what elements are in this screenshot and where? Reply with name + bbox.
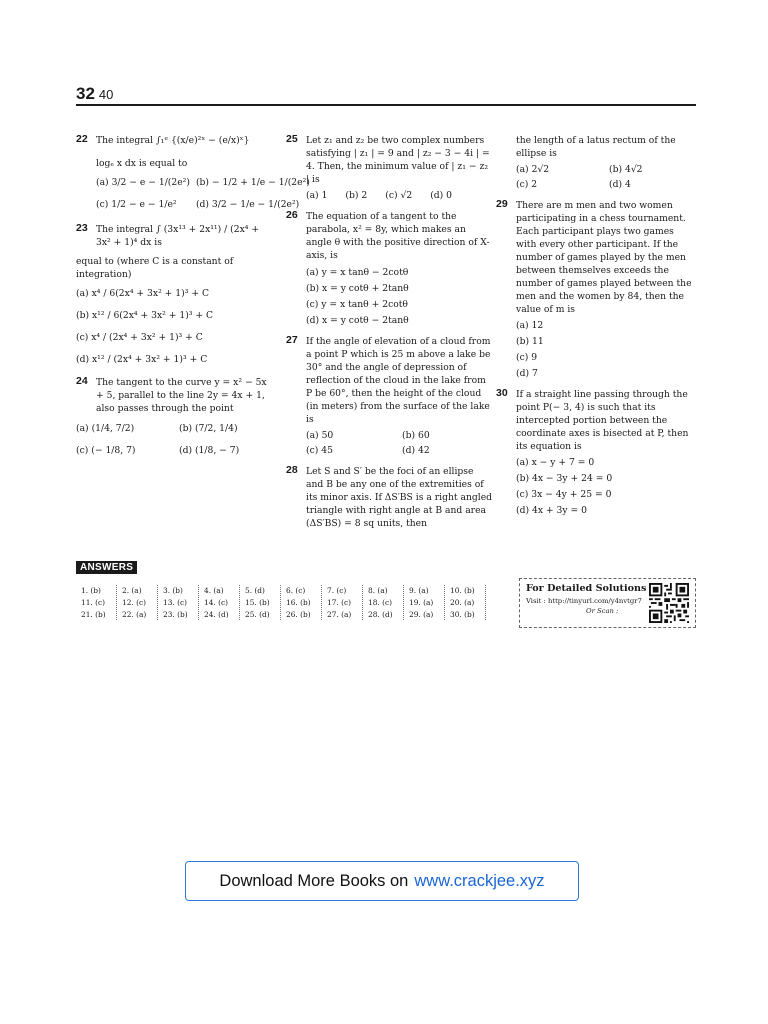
header-rule xyxy=(76,104,696,106)
option-d: (d) 7 xyxy=(516,368,538,379)
question-number: 23 xyxy=(76,222,88,234)
answers-grid xyxy=(76,585,486,620)
answer-cell: 25. (d) xyxy=(240,609,281,620)
answer-cell: 11. (c) xyxy=(76,597,117,608)
question-23 xyxy=(76,223,276,249)
page-subnumber: 40 xyxy=(98,87,114,102)
question-number: 26 xyxy=(286,209,298,221)
question-text: The tangent to the curve y = x² − 5x + 5, parallel to the line 2y = 4x + 1, also passes through the point xyxy=(96,377,267,414)
crackjee-link[interactable]: www.crackjee.xyz xyxy=(414,871,545,890)
answer-cell: 12. (c) xyxy=(117,597,158,608)
option-d: (d) 0 xyxy=(430,190,453,201)
option-a: (a) 12 xyxy=(516,320,544,331)
option-b: (b) 11 xyxy=(516,336,544,347)
answer-cell: 3. (b) xyxy=(158,585,199,596)
answer-cell: 30. (b) xyxy=(445,609,486,620)
answer-cell: 27. (a) xyxy=(322,609,363,620)
column-middle xyxy=(286,134,492,538)
answer-cell: 5. (d) xyxy=(240,585,281,596)
question-number: 27 xyxy=(286,334,298,346)
question-number: 24 xyxy=(76,375,88,387)
download-text: Download More Books on xyxy=(219,871,409,890)
option-d: (d) (1/8, − 7) xyxy=(179,445,240,456)
option-c: (c) (− 1/8, 7) xyxy=(76,445,136,456)
question-number: 25 xyxy=(286,133,298,145)
option-b: (b) 2 xyxy=(345,190,368,201)
question-text-cont: logₑ x dx is equal to xyxy=(96,158,188,169)
answer-cell: 4. (a) xyxy=(199,585,240,596)
option-d: (d) x¹² / (2x⁴ + 3x² + 1)³ + C xyxy=(76,354,208,365)
question-text: The integral ∫₁ᵉ {(x/e)²ˣ − (e/x)ˣ} xyxy=(96,135,250,146)
question-27 xyxy=(286,335,492,457)
page-number: 32 xyxy=(76,84,95,103)
question-text: The equation of a tangent to the parabola, x² = 8y, which makes an angle θ with the positive direction of X-axis, is xyxy=(306,211,490,261)
answer-cell: 18. (c) xyxy=(363,597,404,608)
question-text: The integral ∫ (3x¹³ + 2x¹¹) / (2x⁴ + 3x² + 1)⁴ dx is xyxy=(96,224,260,248)
option-b: (b) x¹² / 6(2x⁴ + 3x² + 1)³ + C xyxy=(76,310,214,321)
option-d: (d) 42 xyxy=(402,445,430,456)
question-28 xyxy=(286,465,492,530)
option-b: (b) 60 xyxy=(402,430,430,441)
answer-cell: 23. (b) xyxy=(158,609,199,620)
question-number: 29 xyxy=(496,198,508,210)
solutions-box xyxy=(519,578,696,628)
answer-cell: 13. (c) xyxy=(158,597,199,608)
option-d: (d) 4 xyxy=(609,179,631,190)
option-c: (c) 3x − 4y + 25 = 0 xyxy=(516,489,612,500)
answer-cell: 8. (a) xyxy=(363,585,404,596)
option-c: (c) 1/2 − e − 1/e² xyxy=(96,199,177,210)
option-c: (c) y = x tanθ + 2cotθ xyxy=(306,299,408,310)
question-text: If the angle of elevation of a cloud from a point P which is 25 m above a lake be 30° and the angle of depression of reflection of the cloud in the lake from P be 60°, then the height of the cloud (in meters) from the surface of the lake is xyxy=(306,336,491,425)
answer-cell: 20. (a) xyxy=(445,597,486,608)
download-books-banner[interactable] xyxy=(185,861,579,901)
option-a: (a) x − y + 7 = 0 xyxy=(516,457,595,468)
option-b: (b) − 1/2 + 1/e − 1/(2e²) xyxy=(195,177,310,188)
option-c: (c) 9 xyxy=(516,352,538,363)
answer-cell: 10. (b) xyxy=(445,585,486,596)
question-text-cont: the length of a latus rectum of the ellipse is xyxy=(516,135,676,159)
answer-cell: 22. (a) xyxy=(117,609,158,620)
answer-cell: 1. (b) xyxy=(76,585,117,596)
option-c: (c) √2 xyxy=(385,190,413,201)
question-24 xyxy=(76,376,276,415)
answer-cell: 14. (c) xyxy=(199,597,240,608)
answer-cell: 21. (b) xyxy=(76,609,117,620)
question-number: 30 xyxy=(496,387,508,399)
option-a: (a) 1 xyxy=(306,190,328,201)
question-text: Let S and S′ be the foci of an ellipse and B be any one of the extremities of its minor axis. If ΔS′BS is a right angled triangle with right angle at B and area (ΔS′BS) = 8 sq units, then xyxy=(306,466,493,529)
column-right xyxy=(496,134,696,525)
option-c: (c) 45 xyxy=(306,445,333,456)
option-a: (a) 2√2 xyxy=(516,164,550,175)
question-number: 22 xyxy=(76,133,88,145)
answer-cell: 24. (d) xyxy=(199,609,240,620)
option-a: (a) y = x tanθ − 2cotθ xyxy=(306,267,409,278)
option-c: (c) x⁴ / (2x⁴ + 3x² + 1)³ + C xyxy=(76,332,203,343)
question-28-continued xyxy=(496,134,696,191)
question-29 xyxy=(496,199,696,380)
question-25 xyxy=(286,134,492,202)
answer-cell: 29. (a) xyxy=(404,609,445,620)
question-text: Let z₁ and z₂ be two complex numbers satisfying | z₁ | = 9 and | z₂ − 3 − 4i | = 4. Then, the minimum value of | z₁ − z₂ | is xyxy=(306,135,490,185)
answer-cell: 9. (a) xyxy=(404,585,445,596)
answer-cell: 16. (b) xyxy=(281,597,322,608)
question-number: 28 xyxy=(286,464,298,476)
option-c: (c) 2 xyxy=(516,179,538,190)
question-26 xyxy=(286,210,492,262)
solutions-link[interactable]: Visit : http://tinyurl.com/y4nvtgr7 xyxy=(526,597,642,605)
answer-cell: 19. (a) xyxy=(404,597,445,608)
solutions-scan-label: Or Scan : xyxy=(586,607,619,615)
question-text: If a straight line passing through the point P(− 3, 4) is such that its intercepted portion between the coordinate axes is bisected at P, then its equation is xyxy=(516,389,689,452)
answer-cell: 2. (a) xyxy=(117,585,158,596)
option-a: (a) (1/4, 7/2) xyxy=(76,423,135,434)
answer-cell: 28. (d) xyxy=(363,609,404,620)
option-a: (a) 50 xyxy=(306,430,334,441)
option-d: (d) 4x + 3y = 0 xyxy=(516,505,587,516)
option-b: (b) 4√2 xyxy=(609,164,643,175)
qr-code-icon[interactable] xyxy=(649,583,689,623)
question-30 xyxy=(496,388,696,517)
option-b: (b) (7/2, 1/4) xyxy=(179,423,238,434)
answer-cell: 15. (b) xyxy=(240,597,281,608)
option-d: (d) 3/2 − 1/e − 1/(2e²) xyxy=(195,199,300,210)
answer-cell: 17. (c) xyxy=(322,597,363,608)
answer-cell: 6. (c) xyxy=(281,585,322,596)
page-header xyxy=(76,84,113,104)
option-d: (d) x = y cotθ − 2tanθ xyxy=(306,315,409,326)
option-a: (a) 3/2 − e − 1/(2e²) xyxy=(96,177,190,188)
question-text: There are m men and two women participating in a chess tournament. Each participant plays two games with every other participant. If the number of games played by the men between themselves exceeds the number of games played between the men and the women by 84, then the value of m is xyxy=(516,200,692,315)
question-text-cont: equal to (where C is a constant of integration) xyxy=(76,256,234,280)
answer-cell: 7. (c) xyxy=(322,585,363,596)
answer-cell: 26. (b) xyxy=(281,609,322,620)
option-a: (a) x⁴ / 6(2x⁴ + 3x² + 1)³ + C xyxy=(76,288,209,299)
solutions-title: For Detailed Solutions xyxy=(526,583,647,594)
option-b: (b) 4x − 3y + 24 = 0 xyxy=(516,473,613,484)
answers-heading: ANSWERS xyxy=(76,561,137,574)
option-b: (b) x = y cotθ + 2tanθ xyxy=(306,283,409,294)
